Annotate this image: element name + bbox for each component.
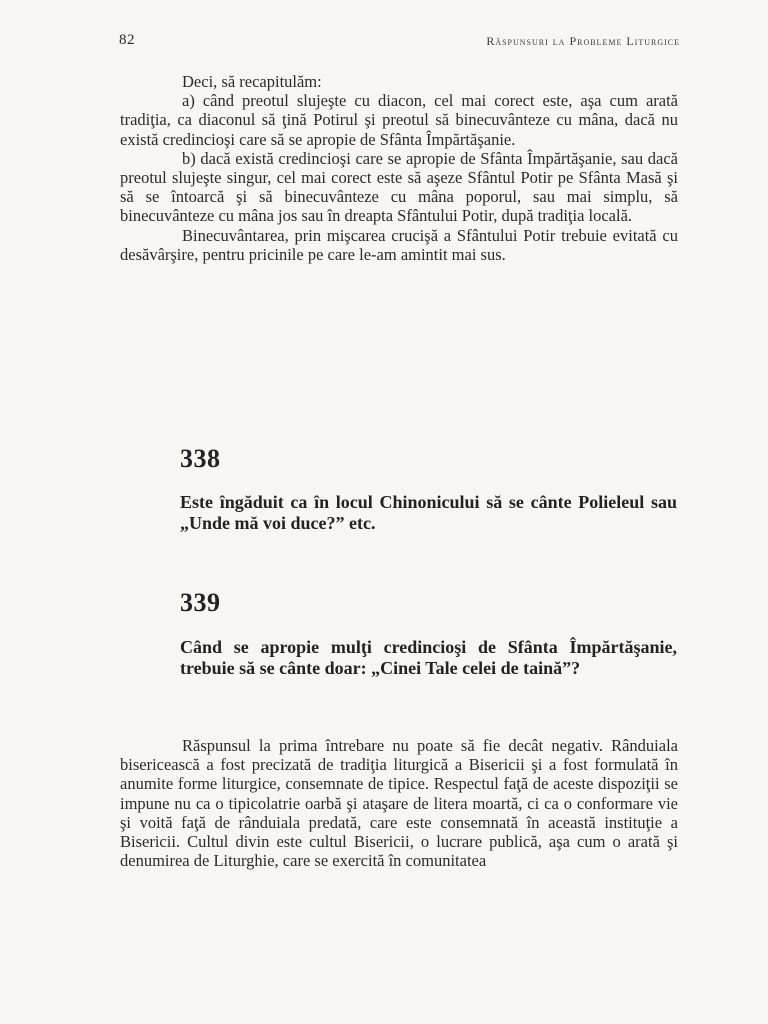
answer-paragraph: Răspunsul la prima întrebare nu poate să fie decât negativ. Rânduiala bisericească a fost precizată de tradiţia liturgică a Bisericii şi a fost formulată în anumite forme liturgice, consemnate de tipice. Respectul faţă de aceste dispoziţii se impune nu ca o tipicolatrie oarbă şi ataşare de litera moartă, ci ca o conformare vie şi voită faţă de rânduiala predată, care este consemnată în această instituţie a Bisericii. Cultul divin este cultul Bisericii, o lucrare publică, aşa cum o arată şi denumirea de Liturghie, care se exercită în comunitatea xyxy=(120,736,678,871)
intro-paragraph: Binecuvântarea, prin mişcarea crucişă a Sfântului Potir trebuie evitată cu desăvârşire, pentru pricinile pe care le-am amintit mai sus. xyxy=(120,225,678,264)
section-number-339: 339 xyxy=(180,588,221,617)
intro-text xyxy=(120,72,678,264)
question-338: Este îngăduit ca în locul Chinonicului să se cânte Polieleul sau „Unde mă voi duce?” etc. xyxy=(180,492,677,533)
page-number: 82 xyxy=(119,32,135,48)
section-number-338: 338 xyxy=(180,444,221,473)
question-339: Când se apropie mulţi credincioşi de Sfânta Împărtăşanie, trebuie să se cânte doar: „Cinei Tale celei de taină”? xyxy=(180,637,677,678)
answer-339 xyxy=(120,736,678,870)
intro-paragraph: b) dacă există credincioşi care se apropie de Sfânta Împărtăşanie, sau dacă preotul slujeşte singur, cel mai corect este să aşeze Sfântul Potir pe Sfânta Masă şi să se întoarcă şi să binecuvânteze cu mâna poporul, sau mai simplu, să binecuvânteze cu mâna jos sau în dreapta Sfântului Potir, după tradiţia locală. xyxy=(120,148,678,226)
intro-paragraph: Deci, să recapitulăm: xyxy=(182,72,322,91)
intro-paragraph: a) când preotul slujeşte cu diacon, cel mai corect este, aşa cum arată tradiţia, ca diaconul să ţină Potirul şi preotul să binecuvânteze cu mâna, dacă nu există credincioşi care să se apropie de Sfânta Împărtăşanie. xyxy=(120,91,678,149)
running-title: Răspunsuri la Probleme Liturgice xyxy=(486,34,680,48)
